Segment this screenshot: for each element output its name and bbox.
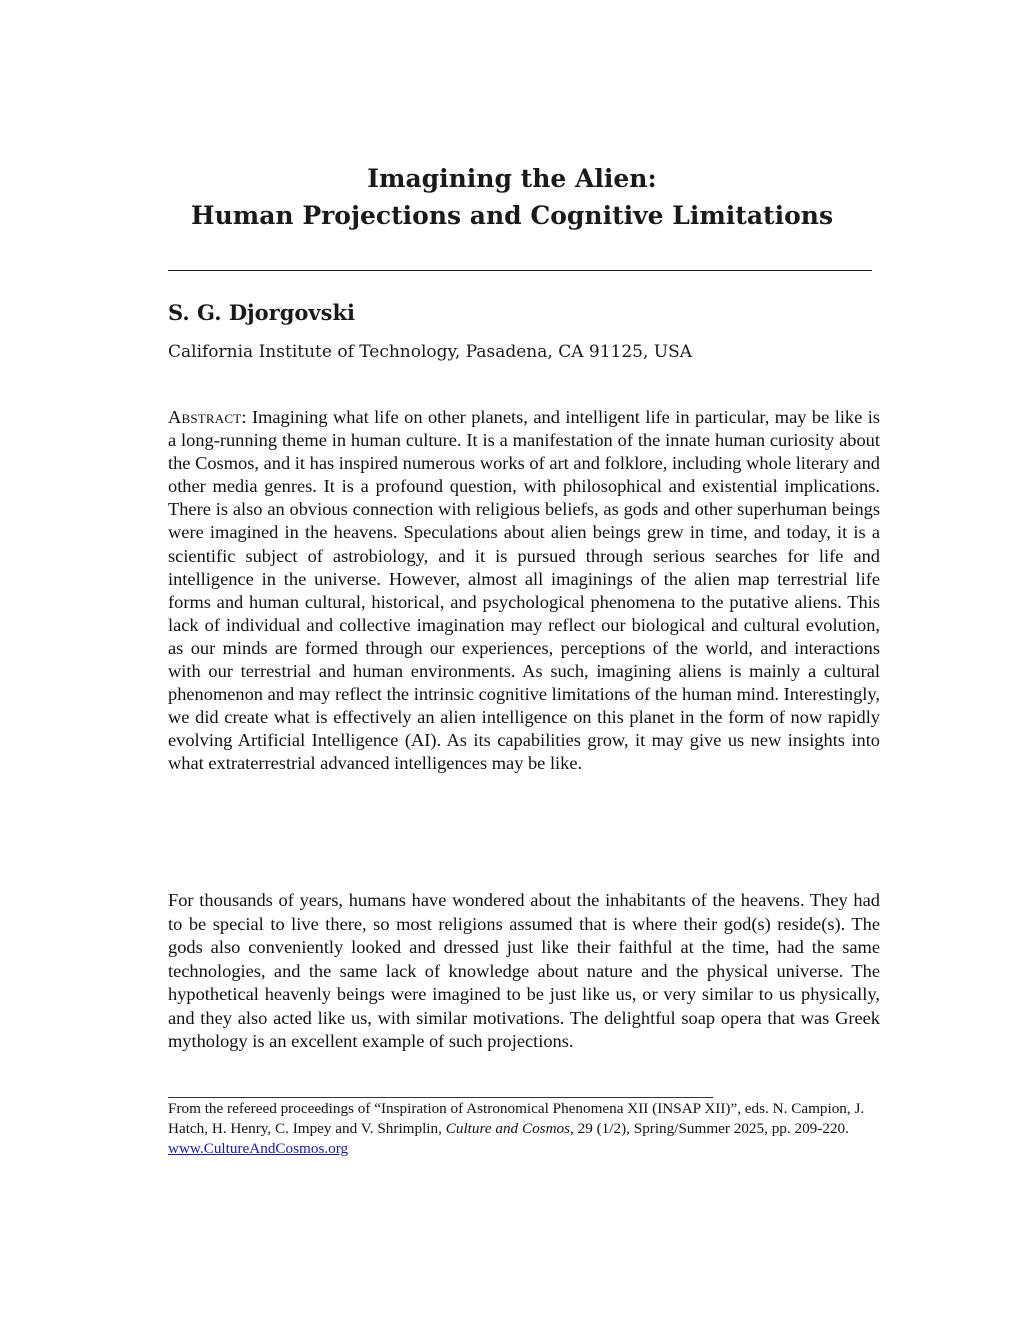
abstract-paragraph [168, 406, 880, 776]
author-name: S. G. Djorgovski [168, 300, 355, 325]
paper-title [0, 160, 1024, 234]
footnote [168, 1099, 880, 1159]
abstract-text: : Imagining what life on other planets, and intelligent life in particular, may be like is a long-running theme in human culture. It is a manifestation of the innate human curiosity about the Cosmos, and it has inspired numerous works of art and folklore, including whole literary and other media genres. It is a profound question, with philosophical and existential implications. There is also an obvious connection with religious beliefs, as gods and other superhuman beings were imagined in the heavens. Speculations about alien beings grew in time, and today, it is a scientific subject of astrobiology, and it is pursued through serious searches for life and intelligence in the universe. However, almost all imaginings of the alien map terrestrial life forms and human cultural, historical, and psychological phenomena to the putative aliens. This lack of individual and collective imagination may reflect our biological and cultural evolution, as our minds are formed through our experiences, perceptions of the world, and interactions with our terrestrial and human environments. As such, imagining aliens is mainly a cultural phenomenon and may reflect the intrinsic cognitive limitations of the human mind. Interestingly, we did create what is effectively an alien intelligence on this planet in the form of now rapidly evolving Artificial Intelligence (AI). As its capabilities grow, it may give us new insights into what extraterrestrial advanced intelligences may be like. [168, 407, 880, 774]
title-line-2: Human Projections and Cognitive Limitations [190, 201, 834, 230]
abstract-label: Abstract [168, 407, 242, 427]
footnote-journal: Culture and Cosmos, [445, 1120, 574, 1137]
footnote-suffix: 29 (1/2), Spring/Summer 2025, pp. 209-220. [573, 1120, 849, 1137]
footnote-divider [168, 1097, 713, 1098]
author-affiliation: California Institute of Technology, Pasadena, CA 91125, USA [168, 342, 693, 362]
journal-website-link[interactable]: www.CultureAndCosmos.org [168, 1140, 349, 1157]
title-divider [168, 270, 872, 271]
footnote-prefix: From the refereed proceedings of “Inspiration of Astronomical Phenomena XII (INSAP XII)”, eds. N. Campion, J. Hatch, H. Henry, C. Impey and V. Shrimplin, [168, 1100, 865, 1137]
title-line-1: Imagining the Alien: [367, 164, 657, 193]
intro-paragraph: For thousands of years, humans have wondered about the inhabitants of the heavens. They had to be special to live there, so most religions assumed that is where their god(s) reside(s). The gods also conveniently looked and dressed just like their faithful at the time, had the same technologies, and the same lack of knowledge about nature and the physical universe. The hypothetical heavenly beings were imagined to be just like us, or very similar to us physically, and they also acted like us, with similar motivations. The delightful soap opera that was Greek mythology is an excellent example of such projections. [168, 890, 880, 1051]
